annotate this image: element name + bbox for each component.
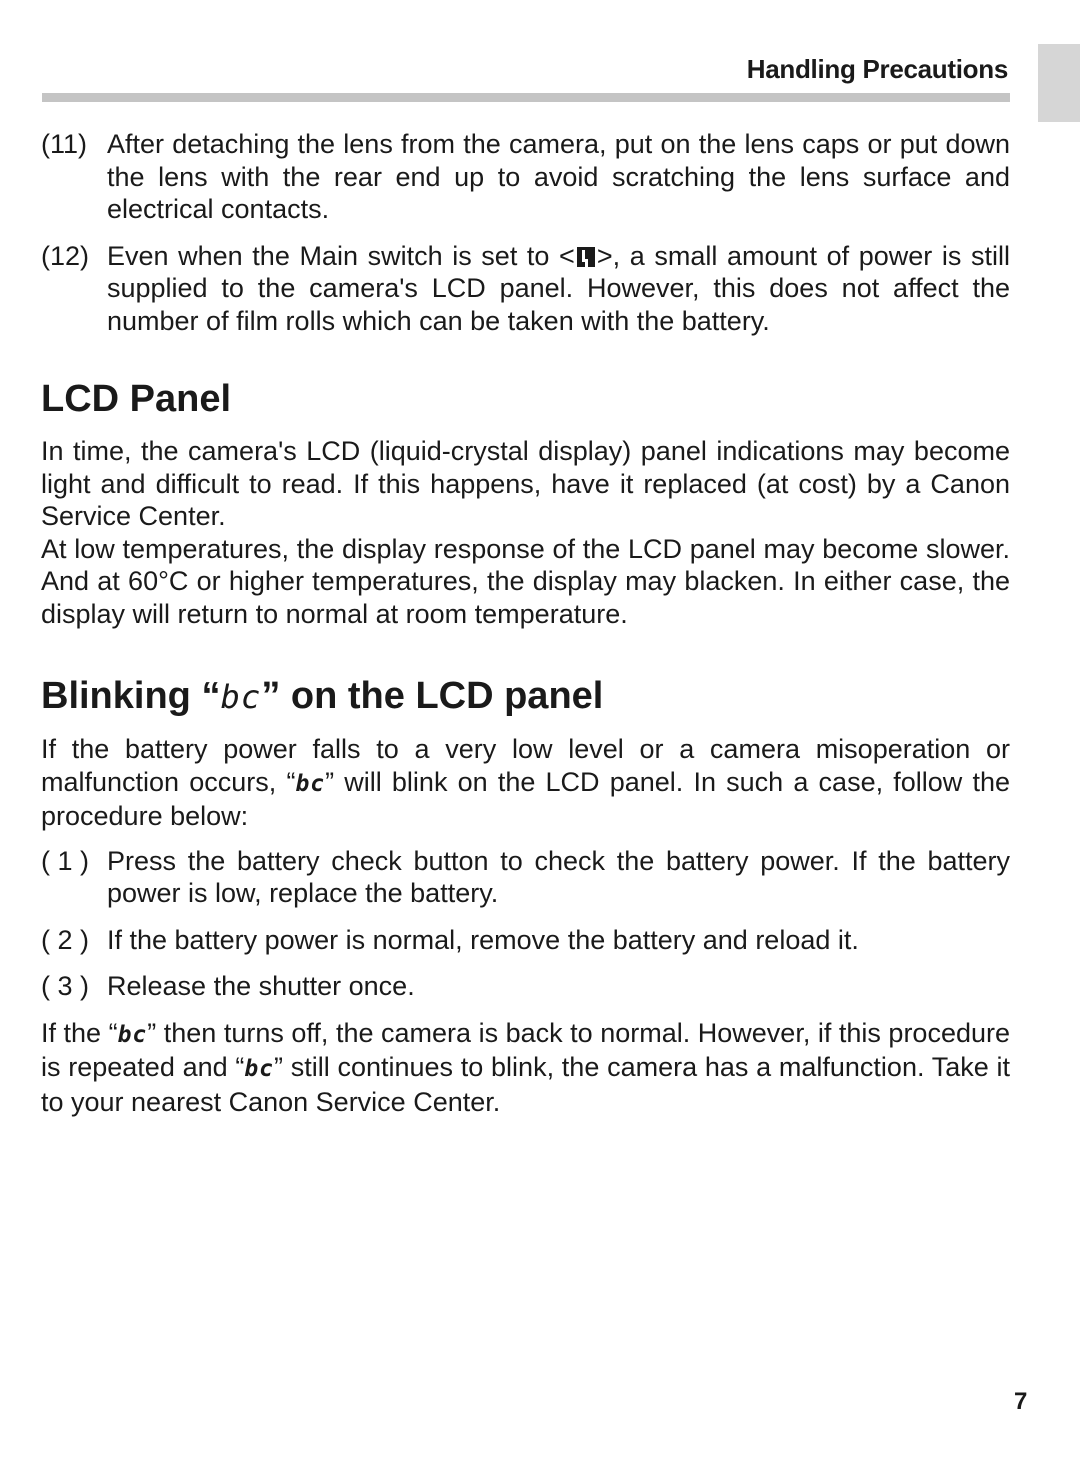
lcd-bc-code: bc [220,678,262,716]
lock-switch-icon [577,247,595,267]
blinking-bc-heading [41,674,1010,719]
procedure-step-1 [41,845,1010,910]
step-text: If the battery power is normal, remove the battery and reload it. [107,924,859,955]
running-header: Handling Precautions [746,54,1008,84]
lcd-paragraph: At low temperatures, the display response of the LCD panel may become slower. And at 60°C or higher temperatures, the display may blacken. In either case, the display will return to normal at room temperature. [41,533,1010,629]
step-number: ( 3 ) [41,971,90,1001]
precaution-item-11 [41,128,1010,226]
text-fragment: ” will blink on the LCD panel. In such a case, follow the procedure below: [41,766,1011,831]
text-fragment: ” still continues to blink, the camera has a malfunction. Take it to your nearest Canon Service Center. [41,1052,1010,1117]
step-text: Press the battery check button to check the battery power. If the battery power is low, replace the battery. [107,845,1010,908]
page-content [41,128,1010,1118]
step-number: ( 1 ) [41,845,90,876]
procedure-step-3 [41,970,1010,1003]
step-number: ( 2 ) [41,924,90,955]
procedure-step-2 [41,924,1010,957]
lcd-paragraph: In time, the camera's LCD (liquid-crystal display) panel indications may become light and difficult to read. If this happens, have it replaced (at cost) by a Canon Service Center. [41,436,1010,531]
bc-outro [41,1017,1010,1119]
text-fragment: If the “ [41,1017,118,1048]
lcd-bc-code: bc [244,1056,274,1082]
item-text: After detaching the lens from the camera, put on the lens caps or put down the lens with the rear end up to avoid scratching the lens surface and electrical contacts. [107,129,1010,224]
text-fragment: If the battery power falls to a very low level or a camera misoperation or malfunction occurs, “ [41,734,1010,797]
item-number: (11) [41,129,88,159]
chapter-tab-marker [1038,44,1080,122]
header-rule [42,93,1010,102]
text-fragment: ” then turns off, the camera is back to normal. However, if this procedure is repeated and “ [41,1017,1011,1082]
text-fragment: Even when the Main switch is set to < [107,240,575,271]
step-text: Release the shutter once. [107,971,415,1001]
precaution-item-12 [41,240,1010,338]
bc-intro [41,733,1010,833]
text-fragment: ” on the LCD panel [261,675,604,717]
text-fragment: >, a small amount of power is still supplied to the camera's LCD panel. However, this does not affect the number of film rolls which can be taken with the battery. [107,240,1010,336]
lcd-bc-code: bc [117,1021,148,1048]
page-number: 7 [1014,1388,1028,1415]
text-fragment: Blinking “ [41,675,221,717]
lcd-panel-heading: LCD Panel [41,378,232,420]
item-number: (12) [41,240,90,271]
lcd-bc-code: bc [295,770,326,797]
item-text [107,240,1010,338]
